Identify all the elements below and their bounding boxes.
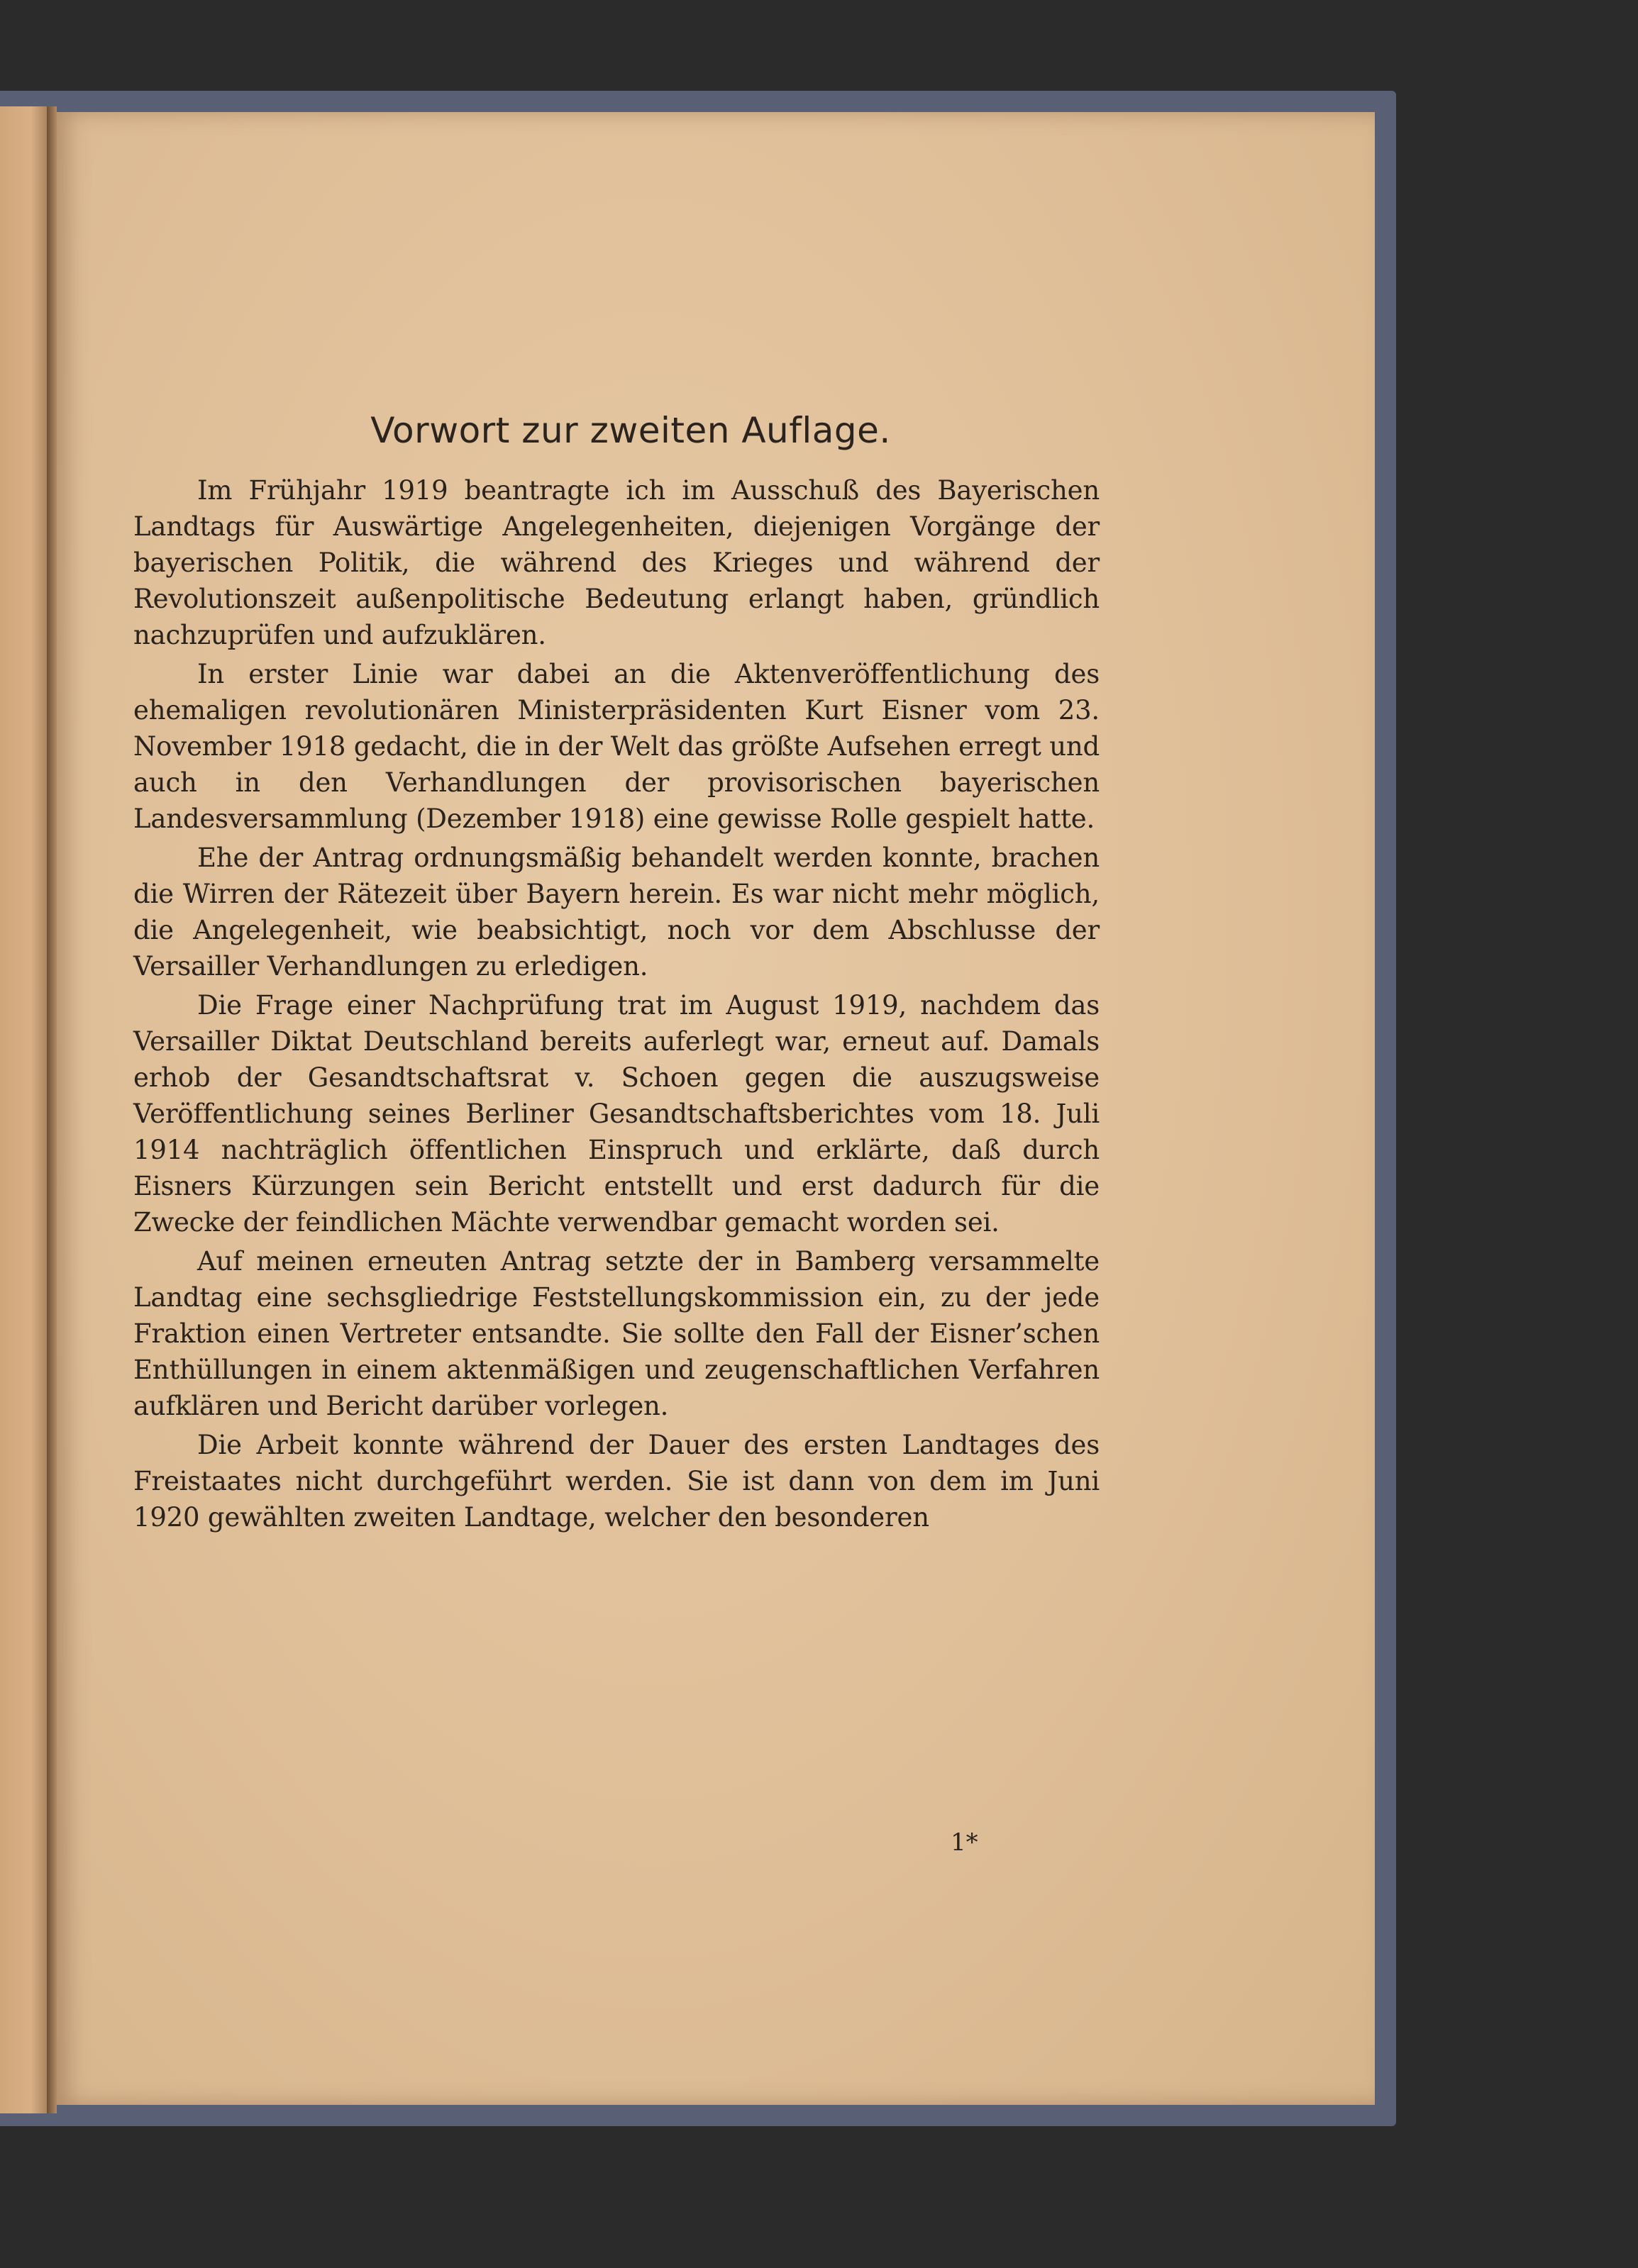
page-title: Vorwort zur zweiten Auflage. <box>370 410 891 451</box>
left-page-edge <box>0 106 51 2113</box>
paragraph-4: Die Frage einer Nachprüfung trat im August 1919, nachdem das Versailler Diktat Deutschland bereits auferlegt war, erneut auf. Damals erhob der Gesandtschaftsrat v. Schoen gegen die auszugsweise Veröffentlichung seines Berliner Gesandtschaftsberichtes vom 18. Juli 1914 nachträglich öffentlichen Einspruch und erklärte, daß durch Eisners Kürzungen sein Bericht entstellt und erst dadurch für die Zwecke der feindlichen Mächte verwendbar gemacht worden sei. <box>133 990 1100 1238</box>
paragraph-5: Auf meinen erneuten Antrag setzte der in Bamberg versammelte Landtag eine sechsgliedrige Feststellungskommission ein, zu der jede Fraktion einen Vertreter entsandte. Sie sollte den Fall der Eisner’schen Enthüllungen in einem aktenmäßigen und zeugenschaftlichen Verfahren aufklären und Bericht darüber vorlegen. <box>133 1246 1100 1421</box>
paragraph-3: Ehe der Antrag ordnungsmäßig behandelt werden konnte, brachen die Wirren der Rätezeit über Bayern herein. Es war nicht mehr möglich, die Angelegenheit, wie beabsichtigt, noch vor dem Abschlusse der Versailler Verhandlungen zu erledigen. <box>133 843 1100 982</box>
page-text-block <box>133 410 1100 1535</box>
paragraph-6: Die Arbeit konnte während der Dauer des ersten Landtages des Freistaates nicht durchgeführt werden. Sie ist dann von dem im Juni 1920 gewählten zweiten Landtage, welcher den besonderen <box>133 1430 1100 1533</box>
signature-mark: 1* <box>951 1828 978 1857</box>
paragraph-1: Im Frühjahr 1919 beantragte ich im Ausschuß des Bayerischen Landtags für Auswärtige Angelegenheiten, diejenigen Vorgänge der bayerischen Politik, die während des Krieges und während der Revolutionszeit außenpolitische Bedeutung erlangt haben, gründlich nachzuprüfen und aufzuklären. <box>133 475 1100 650</box>
page-gutter <box>47 106 57 2113</box>
paragraph-2: In erster Linie war dabei an die Aktenveröffentlichung des ehemaligen revolutionären Ministerpräsidenten Kurt Eisner vom 23. November 1918 gedacht, die in der Welt das größte Aufsehen erregt und auch in den Verhandlungen der provisorischen bayerischen Landesversammlung (Dezember 1918) eine gewisse Rolle gespielt hatte. <box>133 659 1100 834</box>
